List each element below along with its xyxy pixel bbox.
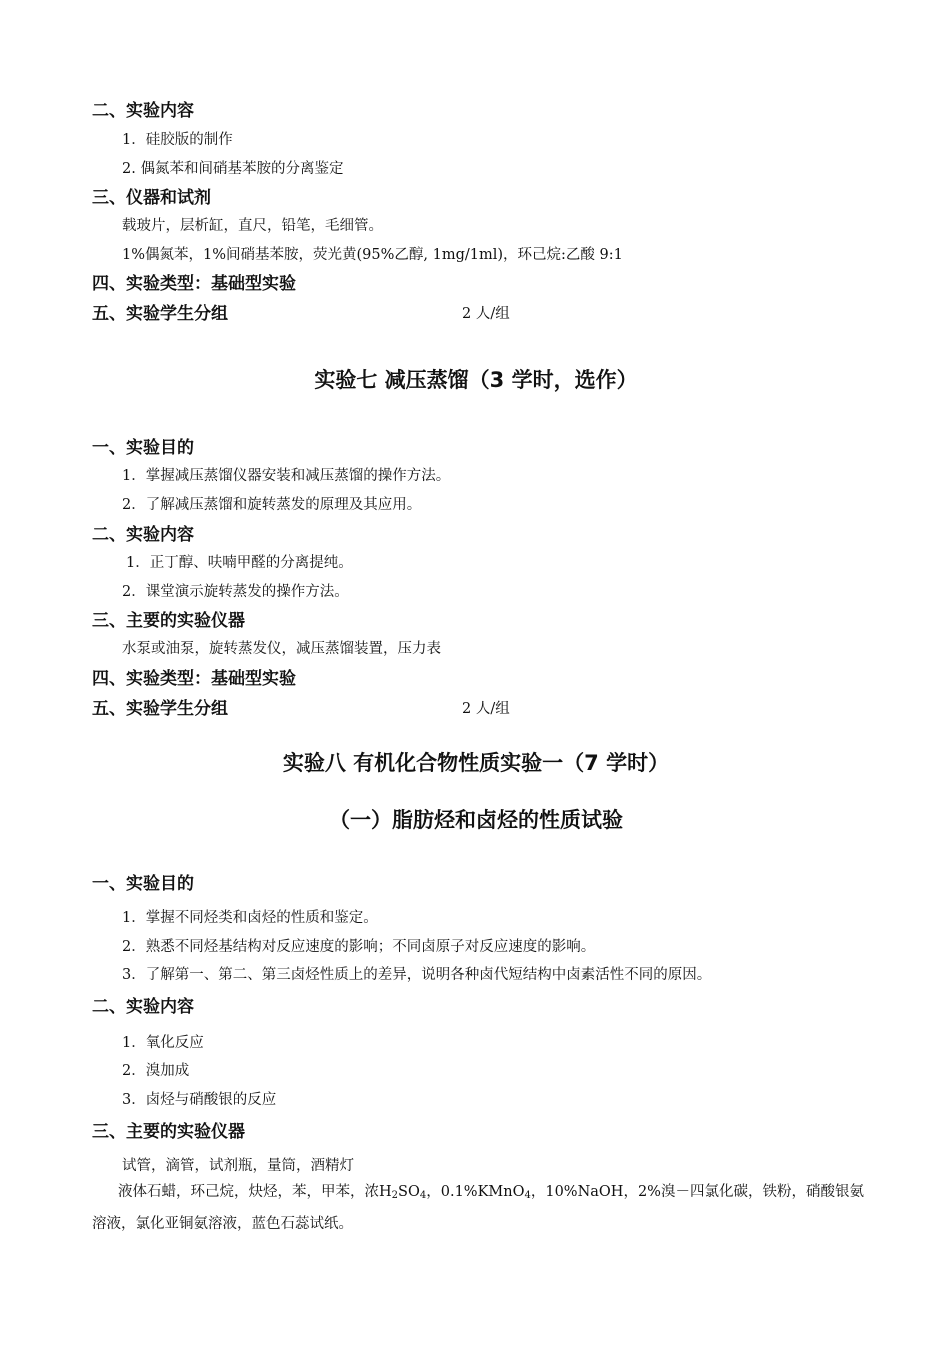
section-heading-content: 二、实验内容 bbox=[92, 101, 194, 121]
section-heading-grouping bbox=[92, 299, 592, 324]
list-item: 2．熟悉不同烃基结构对反应速度的影响；不同卤原子对反应速度的影响。 bbox=[122, 939, 596, 955]
reagents-text: 1%偶氮苯，1%间硝基苯胺，荧光黄(95%乙醇, 1mg/1ml)，环己烷:乙酸 9:1 bbox=[122, 247, 623, 263]
group-size: 2 人/组 bbox=[462, 306, 510, 322]
list-item: 1．氧化反应 bbox=[122, 1035, 204, 1051]
list-item: 1．硅胶版的制作 bbox=[122, 132, 233, 148]
section-heading-type: 四、实验类型：基础型实验 bbox=[92, 274, 296, 294]
list-item: 1．掌握减压蒸馏仪器安装和减压蒸馏的操作方法。 bbox=[122, 468, 451, 484]
list-item: 2．溴加成 bbox=[122, 1063, 190, 1079]
experiment-8-title: 实验八 有机化合物性质实验一（7 学时） bbox=[282, 751, 670, 775]
instruments-text: 载玻片，层析缸，直尺，铅笔，毛细管。 bbox=[122, 218, 383, 234]
list-item: 1．掌握不同烃类和卤烃的性质和鉴定。 bbox=[122, 910, 378, 926]
grouping-label: 五、实验学生分组 bbox=[92, 304, 228, 324]
list-item: 3．了解第一、第二、第三卤烃性质上的差异，说明各种卤代短结构中卤素活性不同的原因。 bbox=[122, 967, 712, 983]
list-item: 2. 偶氮苯和间硝基苯胺的分离鉴定 bbox=[122, 161, 344, 177]
group-size: 2 人/组 bbox=[462, 701, 510, 717]
list-item: 3．卤烃与硝酸银的反应 bbox=[122, 1092, 277, 1108]
list-item: 2．了解减压蒸馏和旋转蒸发的原理及其应用。 bbox=[122, 497, 422, 513]
section-heading-instruments: 三、仪器和试剂 bbox=[92, 188, 211, 208]
section-heading-aims: 一、实验目的 bbox=[92, 874, 194, 894]
experiment-8-subtitle: （一）脂肪烃和卤烃的性质试验 bbox=[329, 808, 623, 832]
section-heading-instruments: 三、主要的实验仪器 bbox=[92, 611, 245, 631]
section-heading-type: 四、实验类型：基础型实验 bbox=[92, 669, 296, 689]
section-heading-grouping bbox=[92, 694, 592, 719]
list-item: 2．课堂演示旋转蒸发的操作方法。 bbox=[122, 584, 349, 600]
section-heading-content: 二、实验内容 bbox=[92, 997, 194, 1017]
grouping-label: 五、实验学生分组 bbox=[92, 699, 228, 719]
section-heading-aims: 一、实验目的 bbox=[92, 438, 194, 458]
instruments-text: 试管，滴管，试剂瓶，量筒，酒精灯 bbox=[122, 1158, 354, 1174]
section-heading-instruments: 三、主要的实验仪器 bbox=[92, 1122, 245, 1142]
section-heading-content: 二、实验内容 bbox=[92, 525, 194, 545]
reagents-paragraph: 液体石蜡，环己烷，炔烃，苯，甲苯，浓$H_2SO_4$，0.1%KMnO$_4$，10%NaOH，2%溴－四氯化碳，铁粉，硝酸银氨溶液，氯化亚铜氨溶液，蓝色石蕊试纸。 bbox=[92, 1184, 864, 1232]
experiment-7-title: 实验七 减压蒸馏（3 学时，选作） bbox=[314, 368, 638, 392]
instruments-text: 水泵或油泵，旋转蒸发仪，减压蒸馏装置，压力表 bbox=[122, 641, 441, 657]
list-item: 1．正丁醇、呋喃甲醛的分离提纯。 bbox=[126, 555, 353, 571]
